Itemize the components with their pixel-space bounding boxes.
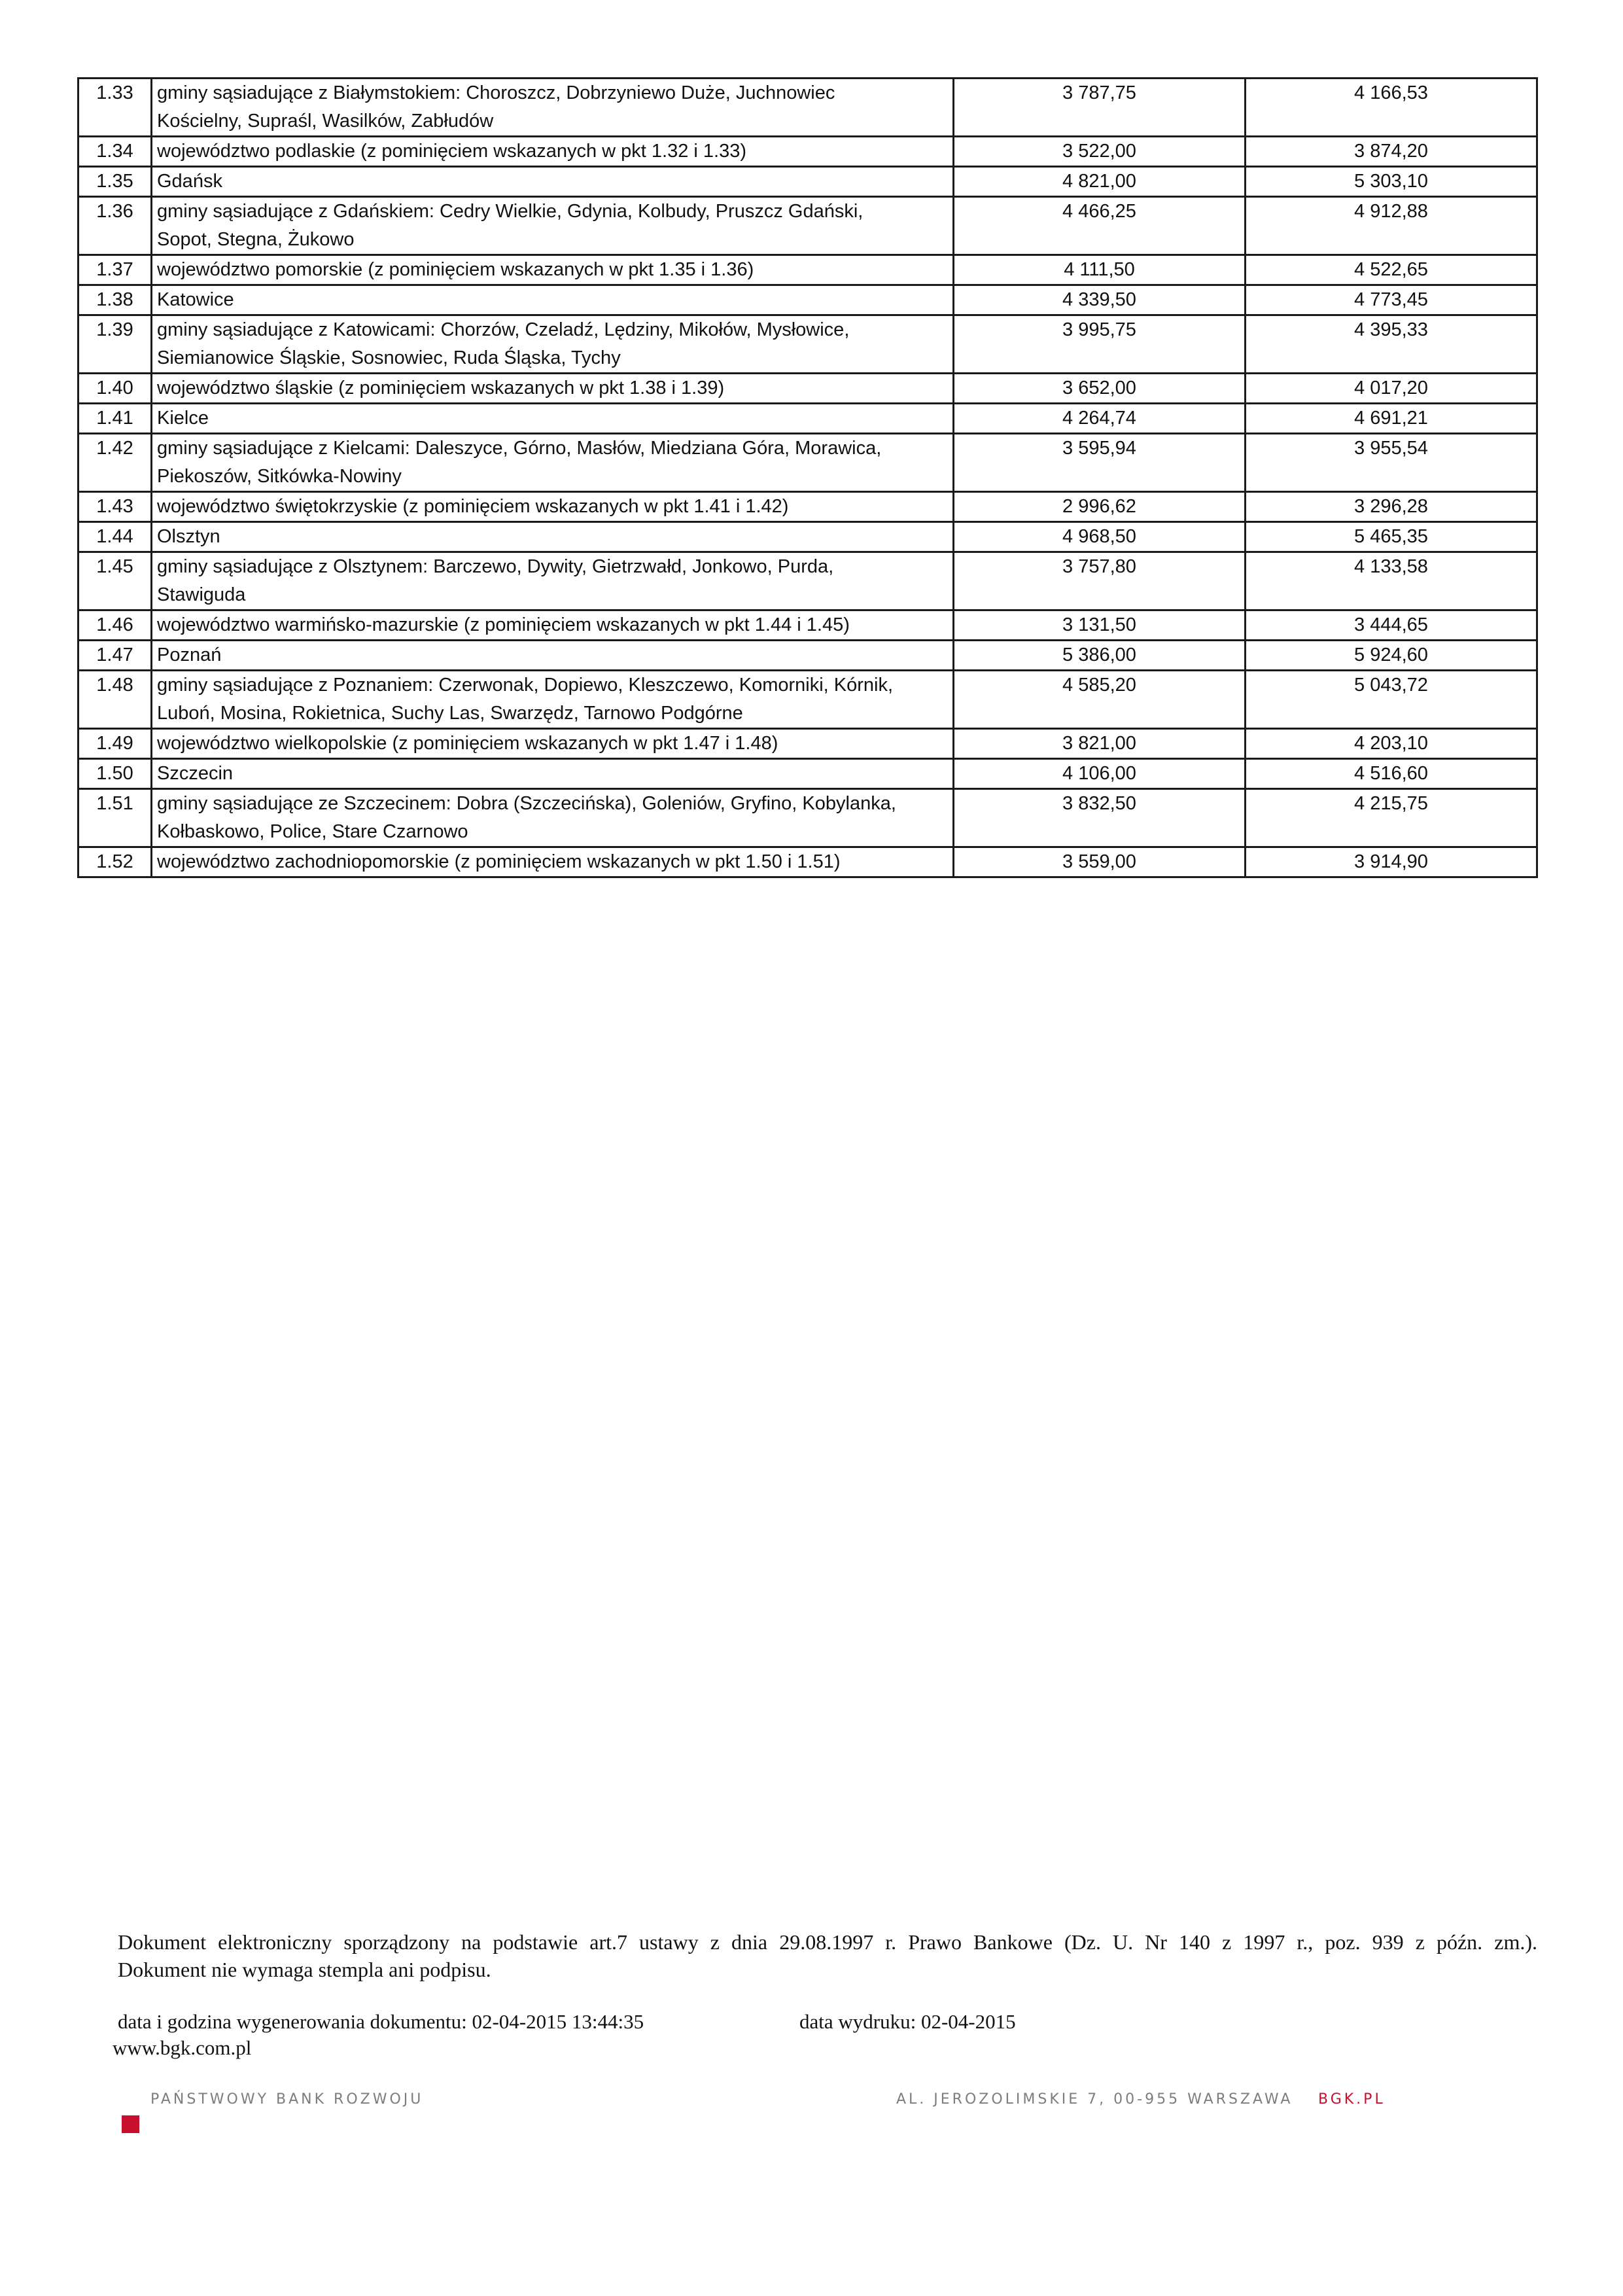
row-number-cell: 1.37: [79, 255, 152, 285]
area-description-cell: [152, 789, 954, 847]
value-cell-2: 4 912,88: [1246, 197, 1537, 255]
value-cell-2: 4 203,10: [1246, 729, 1537, 759]
area-description-line: gminy sąsiadujące z Kielcami: Daleszyce, Górno, Masłów, Miedziana Góra, Morawica,: [157, 438, 882, 459]
row-number-cell: 1.36: [79, 197, 152, 255]
value-cell-1: 4 264,74: [954, 404, 1246, 434]
value-cell-1: 3 757,80: [954, 552, 1246, 610]
value-cell-1: 4 821,00: [954, 167, 1246, 197]
value-cell-2: 4 773,45: [1246, 285, 1537, 315]
value-cell-1: 3 652,00: [954, 374, 1246, 404]
value-cell-1: 5 386,00: [954, 641, 1246, 671]
table-row: [79, 404, 1537, 434]
value-cell-2: 5 924,60: [1246, 641, 1537, 671]
table-row: [79, 522, 1537, 552]
area-description-cell: [152, 847, 954, 877]
table-row: [79, 729, 1537, 759]
generated-at-text: data i godzina wygenerowania dokumentu: 02-04-2015 13:44:35: [118, 2010, 644, 2033]
row-number-cell: 1.35: [79, 167, 152, 197]
area-description-line: Piekoszów, Sitkówka-Nowiny: [157, 466, 402, 487]
area-description-cell: [152, 759, 954, 789]
row-number-cell: 1.43: [79, 492, 152, 522]
table-row: [79, 255, 1537, 285]
value-cell-1: 4 106,00: [954, 759, 1246, 789]
area-description-line: województwo wielkopolskie (z pominięciem wskazanych w pkt 1.47 i 1.48): [157, 733, 778, 754]
rates-table: [77, 77, 1538, 878]
row-number-cell: 1.47: [79, 641, 152, 671]
area-description-line: gminy sąsiadujące z Katowicami: Chorzów, Czeladź, Lędziny, Mikołów, Mysłowice,: [157, 319, 850, 340]
area-description-line: gminy sąsiadujące z Olsztynem: Barczewo, Dywity, Gietrzwałd, Jonkowo, Purda,: [157, 556, 834, 577]
value-cell-2: 4 133,58: [1246, 552, 1537, 610]
area-description-line: Gdańsk: [157, 171, 222, 192]
table-row: [79, 197, 1537, 255]
area-description-cell: [152, 137, 954, 167]
area-description-line: województwo świętokrzyskie (z pominięciem wskazanych w pkt 1.41 i 1.42): [157, 496, 789, 517]
area-description-line: Sopot, Stegna, Żukowo: [157, 229, 355, 250]
area-description-line: gminy sąsiadujące z Białymstokiem: Choroszcz, Dobrzyniewo Duże, Juchnowiec: [157, 82, 835, 103]
row-number-cell: 1.45: [79, 552, 152, 610]
value-cell-1: 2 996,62: [954, 492, 1246, 522]
legal-basis-note: Dokument elektroniczny sporządzony na podstawie art.7 ustawy z dnia 29.08.1997 r. Prawo Bankowe (Dz. U. Nr 140 z 1997 r., poz. 939 z późn. zm.).: [118, 1930, 1537, 1954]
table-row: [79, 759, 1537, 789]
area-description-line: gminy sąsiadujące ze Szczecinem: Dobra (Szczecińska), Goleniów, Gryfino, Kobylanka,: [157, 793, 896, 814]
table-row: [79, 641, 1537, 671]
area-description-cell: [152, 434, 954, 492]
area-description-cell: [152, 79, 954, 137]
value-cell-1: 3 995,75: [954, 315, 1246, 374]
table-row: [79, 434, 1537, 492]
value-cell-1: 3 832,50: [954, 789, 1246, 847]
row-number-cell: 1.42: [79, 434, 152, 492]
print-date-text: data wydruku: 02-04-2015: [799, 2010, 1016, 2033]
table-row: [79, 492, 1537, 522]
value-cell-1: 4 585,20: [954, 671, 1246, 729]
area-description-line: Stawiguda: [157, 584, 246, 605]
value-cell-1: 4 968,50: [954, 522, 1246, 552]
value-cell-1: 3 559,00: [954, 847, 1246, 877]
table-row: [79, 552, 1537, 610]
area-description-line: Kościelny, Supraśl, Wasilków, Zabłudów: [157, 111, 494, 132]
value-cell-2: 3 874,20: [1246, 137, 1537, 167]
table-row: [79, 374, 1537, 404]
area-description-cell: [152, 255, 954, 285]
area-description-cell: [152, 315, 954, 374]
value-cell-1: 4 339,50: [954, 285, 1246, 315]
value-cell-1: 4 111,50: [954, 255, 1246, 285]
value-cell-2: 5 303,10: [1246, 167, 1537, 197]
row-number-cell: 1.39: [79, 315, 152, 374]
value-cell-1: 3 787,75: [954, 79, 1246, 137]
value-cell-1: 3 821,00: [954, 729, 1246, 759]
value-cell-1: 3 595,94: [954, 434, 1246, 492]
area-description-line: województwo śląskie (z pominięciem wskazanych w pkt 1.38 i 1.39): [157, 378, 725, 398]
area-description-line: Luboń, Mosina, Rokietnica, Suchy Las, Swarzędz, Tarnowo Podgórne: [157, 703, 743, 724]
area-description-line: Siemianowice Śląskie, Sosnowiec, Ruda Śląska, Tychy: [157, 347, 621, 368]
value-cell-2: 5 043,72: [1246, 671, 1537, 729]
table-row: [79, 285, 1537, 315]
row-number-cell: 1.52: [79, 847, 152, 877]
row-number-cell: 1.33: [79, 79, 152, 137]
table-row: [79, 671, 1537, 729]
row-number-cell: 1.48: [79, 671, 152, 729]
value-cell-2: 4 516,60: [1246, 759, 1537, 789]
value-cell-2: 3 914,90: [1246, 847, 1537, 877]
row-number-cell: 1.38: [79, 285, 152, 315]
table-row: [79, 847, 1537, 877]
value-cell-2: 4 395,33: [1246, 315, 1537, 374]
table-row: [79, 137, 1537, 167]
value-cell-2: 3 955,54: [1246, 434, 1537, 492]
table-row: [79, 167, 1537, 197]
row-number-cell: 1.51: [79, 789, 152, 847]
brand-domain-link[interactable]: BGK.PL: [1318, 2091, 1386, 2108]
area-description-cell: [152, 374, 954, 404]
area-description-line: Kołbaskowo, Police, Stare Czarnowo: [157, 821, 468, 842]
row-number-cell: 1.41: [79, 404, 152, 434]
brand-square-icon: [122, 2115, 139, 2133]
table-row: [79, 79, 1537, 137]
area-description-line: województwo podlaskie (z pominięciem wskazanych w pkt 1.32 i 1.33): [157, 141, 747, 162]
area-description-cell: [152, 552, 954, 610]
area-description-cell: [152, 671, 954, 729]
value-cell-2: 5 465,35: [1246, 522, 1537, 552]
area-description-line: województwo pomorskie (z pominięciem wskazanych w pkt 1.35 i 1.36): [157, 259, 754, 280]
row-number-cell: 1.40: [79, 374, 152, 404]
area-description-cell: [152, 641, 954, 671]
area-description-cell: [152, 197, 954, 255]
area-description-line: województwo zachodniopomorskie (z pominięciem wskazanych w pkt 1.50 i 1.51): [157, 851, 841, 872]
value-cell-2: 4 522,65: [1246, 255, 1537, 285]
area-description-cell: [152, 492, 954, 522]
rates-table-body: [79, 79, 1537, 877]
area-description-line: Olsztyn: [157, 526, 220, 547]
brand-address: AL. JEROZOLIMSKIE 7, 00-955 WARSZAWA: [896, 2091, 1293, 2108]
area-description-cell: [152, 285, 954, 315]
area-description-cell: [152, 167, 954, 197]
row-number-cell: 1.34: [79, 137, 152, 167]
value-cell-2: 3 444,65: [1246, 610, 1537, 641]
area-description-line: Poznań: [157, 645, 222, 665]
area-description-cell: [152, 404, 954, 434]
row-number-cell: 1.46: [79, 610, 152, 641]
area-description-cell: [152, 610, 954, 641]
row-number-cell: 1.49: [79, 729, 152, 759]
value-cell-1: 3 131,50: [954, 610, 1246, 641]
row-number-cell: 1.44: [79, 522, 152, 552]
value-cell-2: 4 691,21: [1246, 404, 1537, 434]
area-description-line: gminy sąsiadujące z Gdańskiem: Cedry Wielkie, Gdynia, Kolbudy, Pruszcz Gdański,: [157, 201, 864, 222]
brand-name: PAŃSTWOWY BANK ROZWOJU: [150, 2091, 424, 2108]
table-row: [79, 315, 1537, 374]
value-cell-2: 4 166,53: [1246, 79, 1537, 137]
area-description-line: Katowice: [157, 289, 234, 310]
area-description-line: gminy sąsiadujące z Poznaniem: Czerwonak, Dopiewo, Kleszczewo, Komorniki, Kórnik,: [157, 675, 894, 696]
area-description-cell: [152, 522, 954, 552]
no-stamp-note: Dokument nie wymaga stempla ani podpisu.: [118, 1958, 491, 1981]
table-row: [79, 610, 1537, 641]
value-cell-2: 4 017,20: [1246, 374, 1537, 404]
value-cell-1: 4 466,25: [954, 197, 1246, 255]
row-number-cell: 1.50: [79, 759, 152, 789]
table-row: [79, 789, 1537, 847]
area-description-line: Szczecin: [157, 763, 234, 784]
area-description-line: Kielce: [157, 408, 209, 429]
area-description-line: województwo warmińsko-mazurskie (z pominięciem wskazanych w pkt 1.44 i 1.45): [157, 614, 850, 635]
value-cell-2: 4 215,75: [1246, 789, 1537, 847]
website-link[interactable]: www.bgk.com.pl: [113, 2036, 252, 2059]
value-cell-2: 3 296,28: [1246, 492, 1537, 522]
area-description-cell: [152, 729, 954, 759]
value-cell-1: 3 522,00: [954, 137, 1246, 167]
